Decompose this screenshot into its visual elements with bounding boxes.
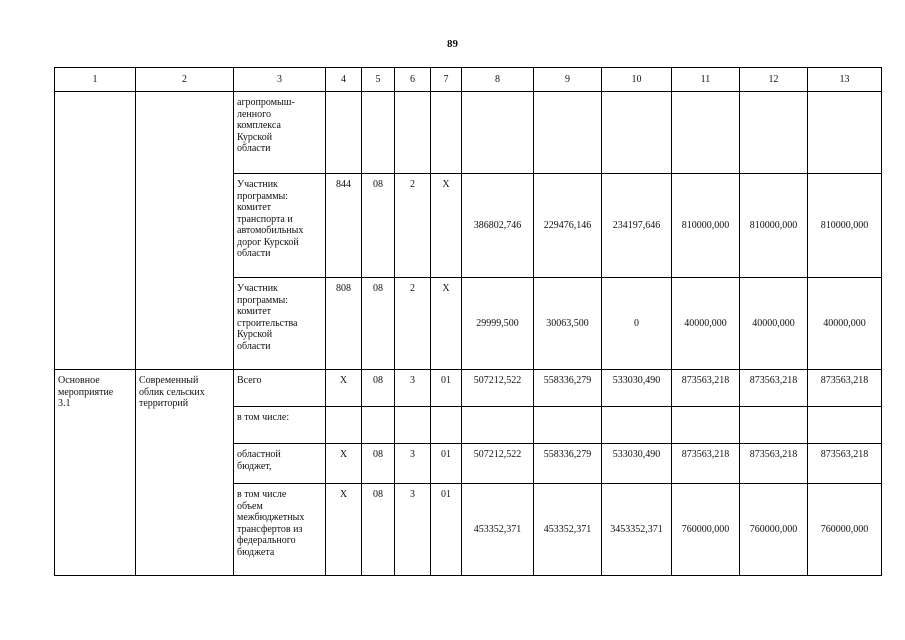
cell-code: 08 <box>362 444 395 484</box>
cell-code: 3 <box>395 370 431 407</box>
cell-value: 760000,000 <box>808 484 882 576</box>
header-cell: 8 <box>462 68 534 92</box>
cell-code: 08 <box>362 484 395 576</box>
cell-description: областной бюджет, <box>234 444 326 484</box>
cell-code: 844 <box>326 174 362 278</box>
cell-value: 40000,000 <box>740 278 808 370</box>
cell-value: 30063,500 <box>534 278 602 370</box>
cell-value: 3453352,371 <box>602 484 672 576</box>
cell-value: 873563,218 <box>808 370 882 407</box>
cell-empty <box>326 92 362 174</box>
cell-value: 234197,646 <box>602 174 672 278</box>
cell-code: 2 <box>395 278 431 370</box>
cell-code: Х <box>326 484 362 576</box>
table-row <box>55 370 882 407</box>
cell-value: 558336,279 <box>534 370 602 407</box>
cell-empty <box>55 92 136 370</box>
cell-description: в том числе: <box>234 407 326 444</box>
cell-code: 2 <box>395 174 431 278</box>
cell-empty <box>431 407 462 444</box>
cell-value: 453352,371 <box>534 484 602 576</box>
cell-code: 01 <box>431 484 462 576</box>
cell-empty <box>136 92 234 370</box>
cell-value: 873563,218 <box>808 444 882 484</box>
cell-description: Участник программы: комитет транспорта и автомобильных дорог Курской области <box>234 174 326 278</box>
table-row <box>55 92 882 174</box>
cell-value: 507212,522 <box>462 444 534 484</box>
cell-code: Х <box>431 278 462 370</box>
cell-empty <box>740 92 808 174</box>
header-cell: 7 <box>431 68 462 92</box>
cell-value: 873563,218 <box>672 444 740 484</box>
cell-value: 558336,279 <box>534 444 602 484</box>
cell-value: 760000,000 <box>672 484 740 576</box>
cell-empty <box>534 407 602 444</box>
cell-value: 760000,000 <box>740 484 808 576</box>
cell-empty <box>602 92 672 174</box>
cell-description: Участник программы: комитет строительства Курской области <box>234 278 326 370</box>
cell-empty <box>462 407 534 444</box>
cell-empty <box>808 92 882 174</box>
cell-empty <box>602 407 672 444</box>
page-number: 89 <box>447 38 458 50</box>
cell-code: 01 <box>431 444 462 484</box>
cell-value: 229476,146 <box>534 174 602 278</box>
header-cell: 10 <box>602 68 672 92</box>
cell-value: 810000,000 <box>740 174 808 278</box>
header-cell: 6 <box>395 68 431 92</box>
cell-measure-name: Современный облик сельских территорий <box>136 370 234 576</box>
header-cell: 11 <box>672 68 740 92</box>
cell-measure: Основное мероприятие 3.1 <box>55 370 136 576</box>
cell-description: агропромыш- ленного комплекса Курской области <box>234 92 326 174</box>
header-cell: 13 <box>808 68 882 92</box>
header-cell: 4 <box>326 68 362 92</box>
cell-empty <box>672 92 740 174</box>
cell-description: в том числе объем межбюджетных трансфертов из федерального бюджета <box>234 484 326 576</box>
cell-value: 873563,218 <box>740 444 808 484</box>
cell-empty <box>362 407 395 444</box>
cell-value: 533030,490 <box>602 370 672 407</box>
cell-code: Х <box>431 174 462 278</box>
header-row <box>55 68 882 92</box>
cell-value: 873563,218 <box>740 370 808 407</box>
cell-code: 3 <box>395 484 431 576</box>
cell-empty <box>740 407 808 444</box>
cell-code: 3 <box>395 444 431 484</box>
header-cell: 3 <box>234 68 326 92</box>
cell-code: 01 <box>431 370 462 407</box>
cell-code: 808 <box>326 278 362 370</box>
cell-code: 08 <box>362 278 395 370</box>
cell-value: 453352,371 <box>462 484 534 576</box>
header-cell: 12 <box>740 68 808 92</box>
header-cell: 5 <box>362 68 395 92</box>
cell-value: 810000,000 <box>672 174 740 278</box>
cell-code: 08 <box>362 370 395 407</box>
cell-code: Х <box>326 370 362 407</box>
cell-empty <box>395 92 431 174</box>
cell-value: 0 <box>602 278 672 370</box>
cell-value: 29999,500 <box>462 278 534 370</box>
cell-value: 507212,522 <box>462 370 534 407</box>
cell-code: 08 <box>362 174 395 278</box>
cell-value: 40000,000 <box>808 278 882 370</box>
cell-value: 533030,490 <box>602 444 672 484</box>
header-cell: 1 <box>55 68 136 92</box>
cell-value: 873563,218 <box>672 370 740 407</box>
cell-value: 810000,000 <box>808 174 882 278</box>
cell-empty <box>326 407 362 444</box>
cell-empty <box>362 92 395 174</box>
header-cell: 9 <box>534 68 602 92</box>
cell-description: Всего <box>234 370 326 407</box>
cell-empty <box>431 92 462 174</box>
cell-empty <box>462 92 534 174</box>
cell-empty <box>534 92 602 174</box>
cell-value: 386802,746 <box>462 174 534 278</box>
header-cell: 2 <box>136 68 234 92</box>
cell-empty <box>395 407 431 444</box>
cell-empty <box>808 407 882 444</box>
cell-value: 40000,000 <box>672 278 740 370</box>
budget-table <box>54 67 882 576</box>
cell-empty <box>672 407 740 444</box>
cell-code: Х <box>326 444 362 484</box>
